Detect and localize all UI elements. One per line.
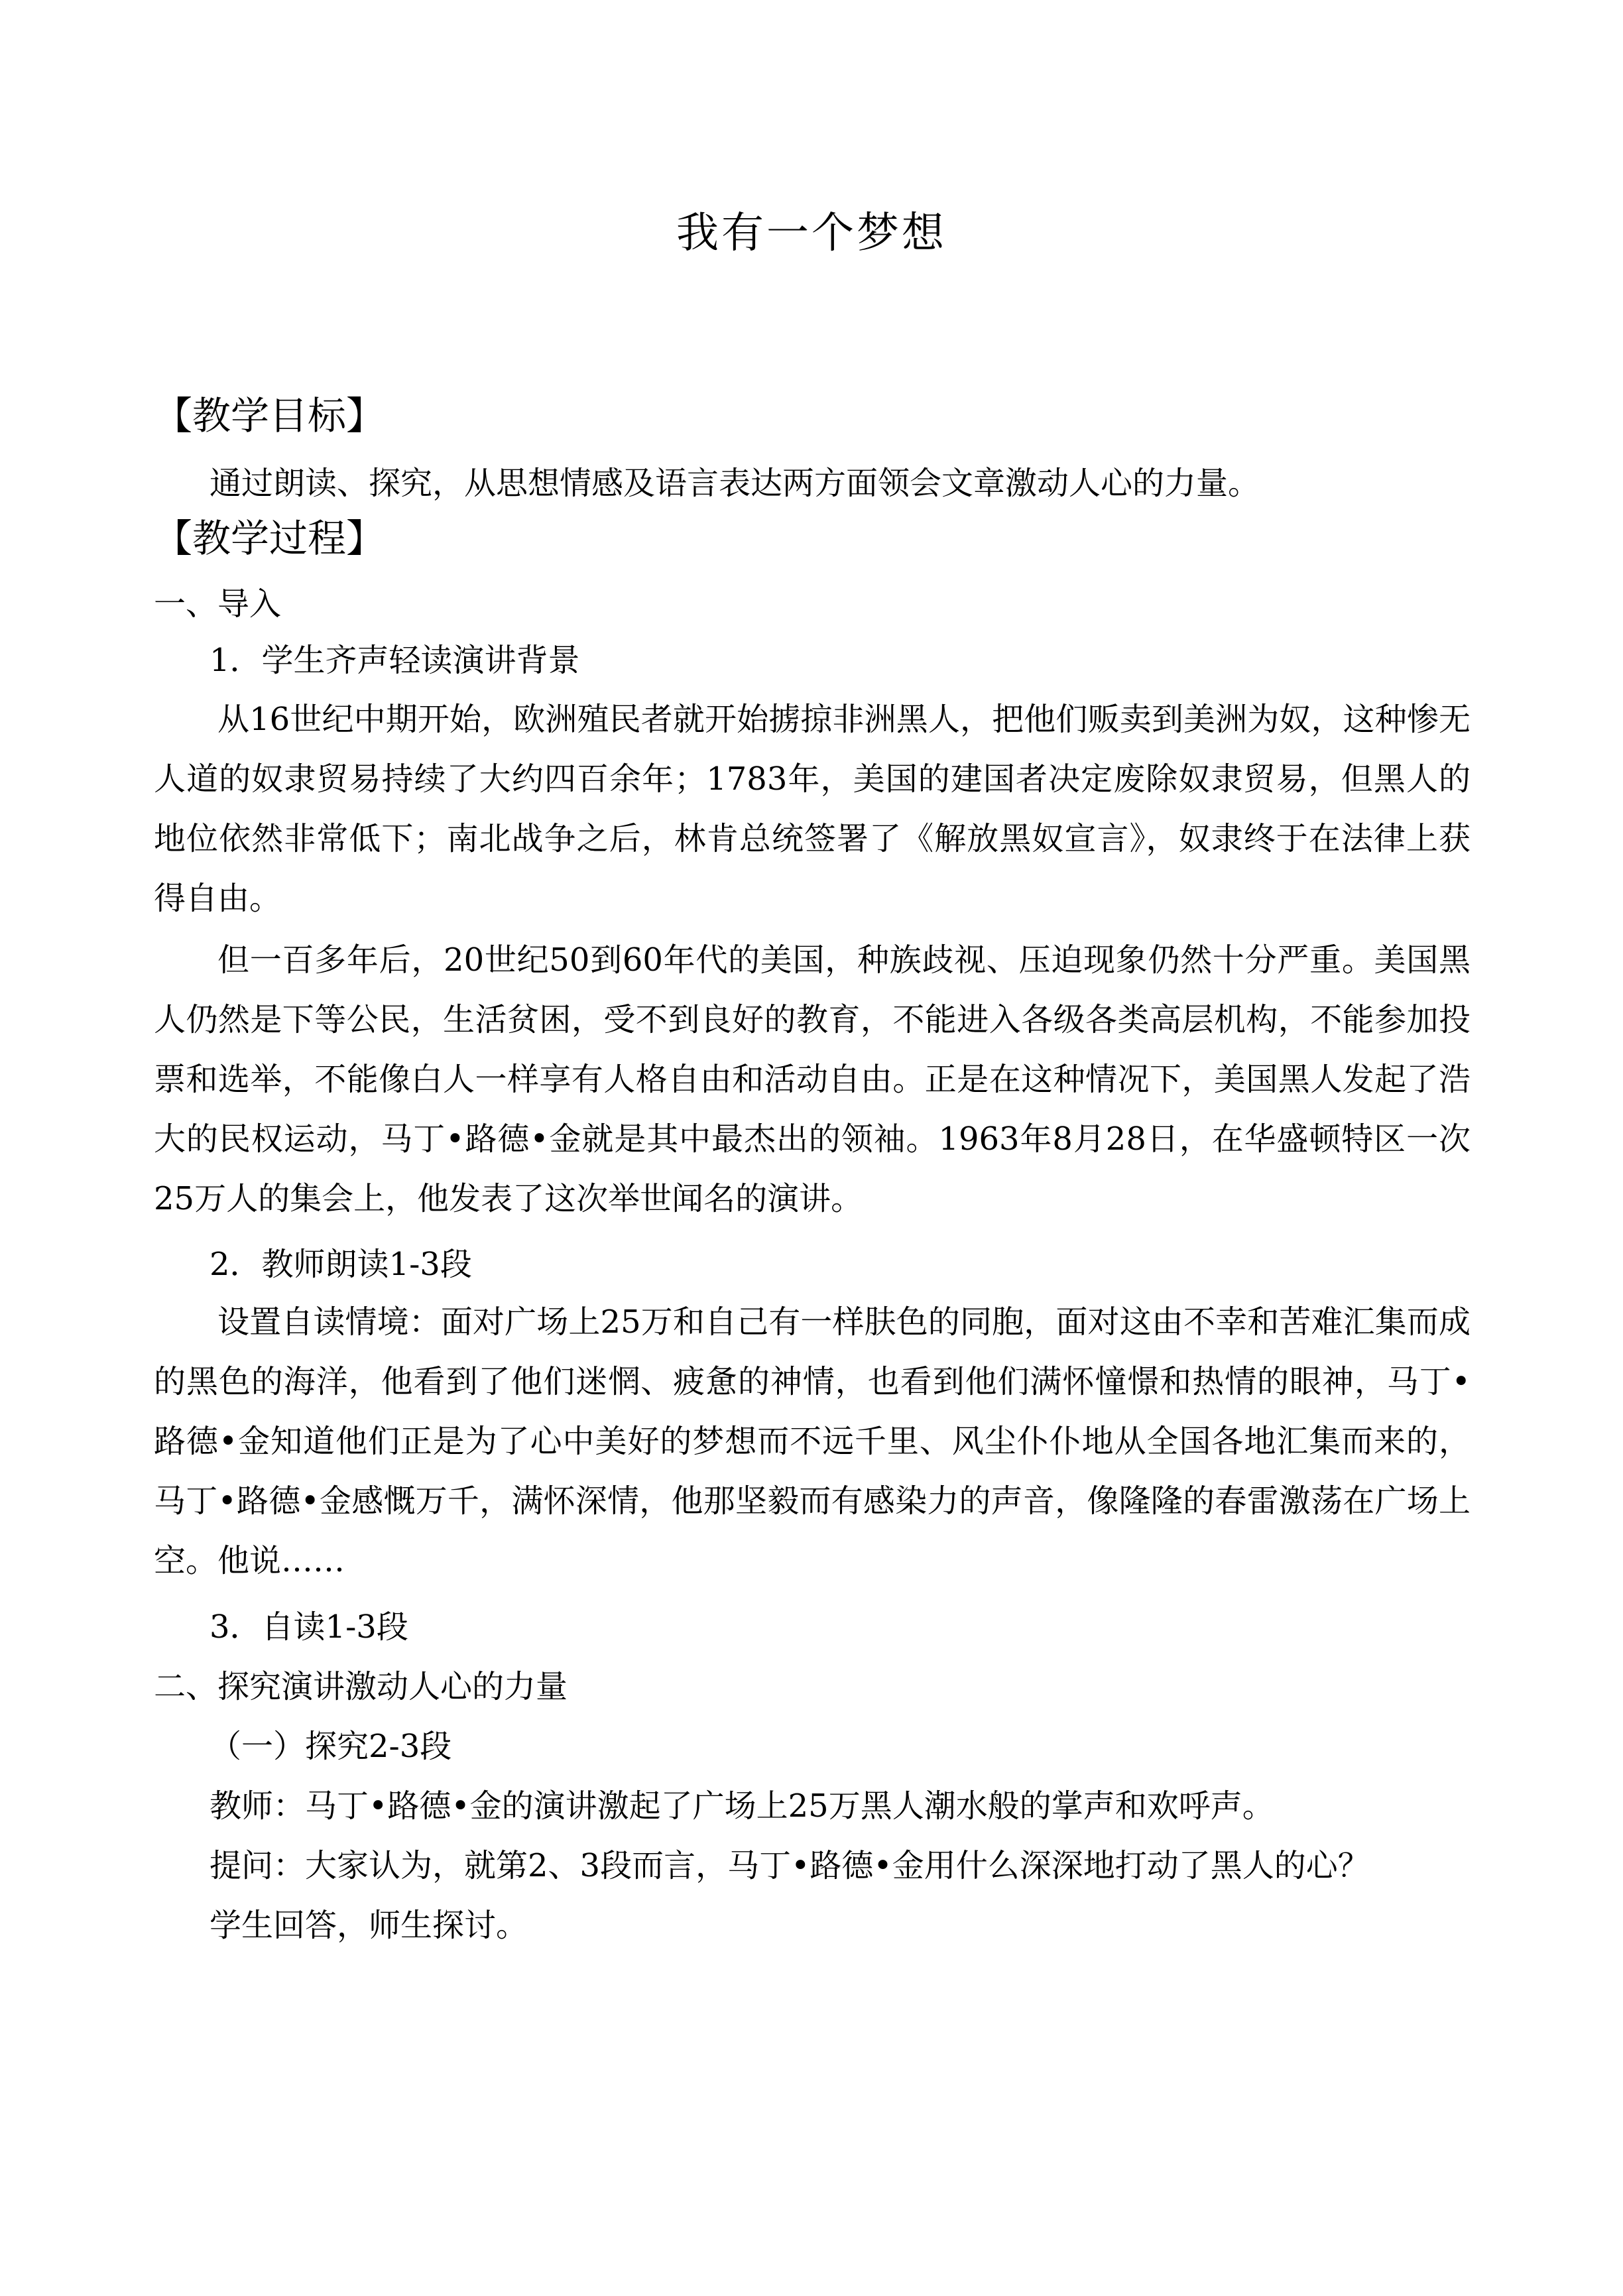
page-title: 我有一个梦想	[676, 209, 947, 258]
part1-item2: 2．教师朗读1-3段	[210, 1246, 472, 1283]
part1-item1: 1．学生齐声轻读演讲背景	[210, 642, 580, 679]
background-paragraph-1: 从16世纪中期开始，欧洲殖民者就开始掳掠非洲黑人，把他们贩卖到美洲为奴，这种惨无人道的奴隶贸易持续了大约四百余年；1783年，美国的建国者决定废除奴隶贸易，但黑人的地位依然非常低下；南北战争之后，林肯总统签署了《解放黑奴宣言》，奴隶终于在法律上获得自由。	[154, 701, 1471, 917]
answer-line: 学生回答，师生探讨。	[210, 1907, 528, 1944]
part2-heading: 二、探究演讲激动人心的力量	[154, 1668, 568, 1705]
part1-heading: 一、导入	[154, 585, 282, 623]
setting-paragraph: 设置自读情境：面对广场上25万和自己有一样肤色的同胞，面对这由不幸和苦难汇集而成的黑色的海洋，他看到了他们迷惘、疲惫的神情，也看到他们满怀憧憬和热情的眼神，马丁•路德•金知道他们正是为了心中美好的梦想而不远千里、风尘仆仆地从全国各地汇集而来的，马丁•路德•金感慨万千，满怀深情，他那坚毅而有感染力的声音，像隆隆的春雷激荡在广场上空。他说……	[154, 1303, 1471, 1579]
part1-item3: 3．自读1-3段	[210, 1608, 408, 1646]
objectives-text: 通过朗读、探究，从思想情感及语言表达两方面领会文章激动人心的力量。	[210, 465, 1260, 502]
teacher-line: 教师：马丁•路德•金的演讲激起了广场上25万黑人潮水般的掌声和欢呼声。	[210, 1787, 1274, 1825]
question-line: 提问：大家认为，就第2、3段而言，马丁•路德•金用什么深深地打动了黑人的心？	[210, 1847, 1370, 1884]
process-heading: 【教学过程】	[154, 516, 385, 561]
objectives-heading: 【教学目标】	[154, 393, 385, 438]
background-paragraph-2: 但一百多年后，20世纪50到60年代的美国，种族歧视、压迫现象仍然十分严重。美国黑人仍然是下等公民，生活贫困，受不到良好的教育，不能进入各级各类高层机构，不能参加投票和选举，不能像白人一样享有人格自由和活动自由。正是在这种情况下，美国黑人发起了浩大的民权运动，马丁•路德•金就是其中最杰出的领袖。1963年8月28日，在华盛顿特区一次25万人的集会上，他发表了这次举世闻名的演讲。	[154, 941, 1471, 1217]
part2-subheading: （一）探究2-3段	[210, 1728, 452, 1765]
